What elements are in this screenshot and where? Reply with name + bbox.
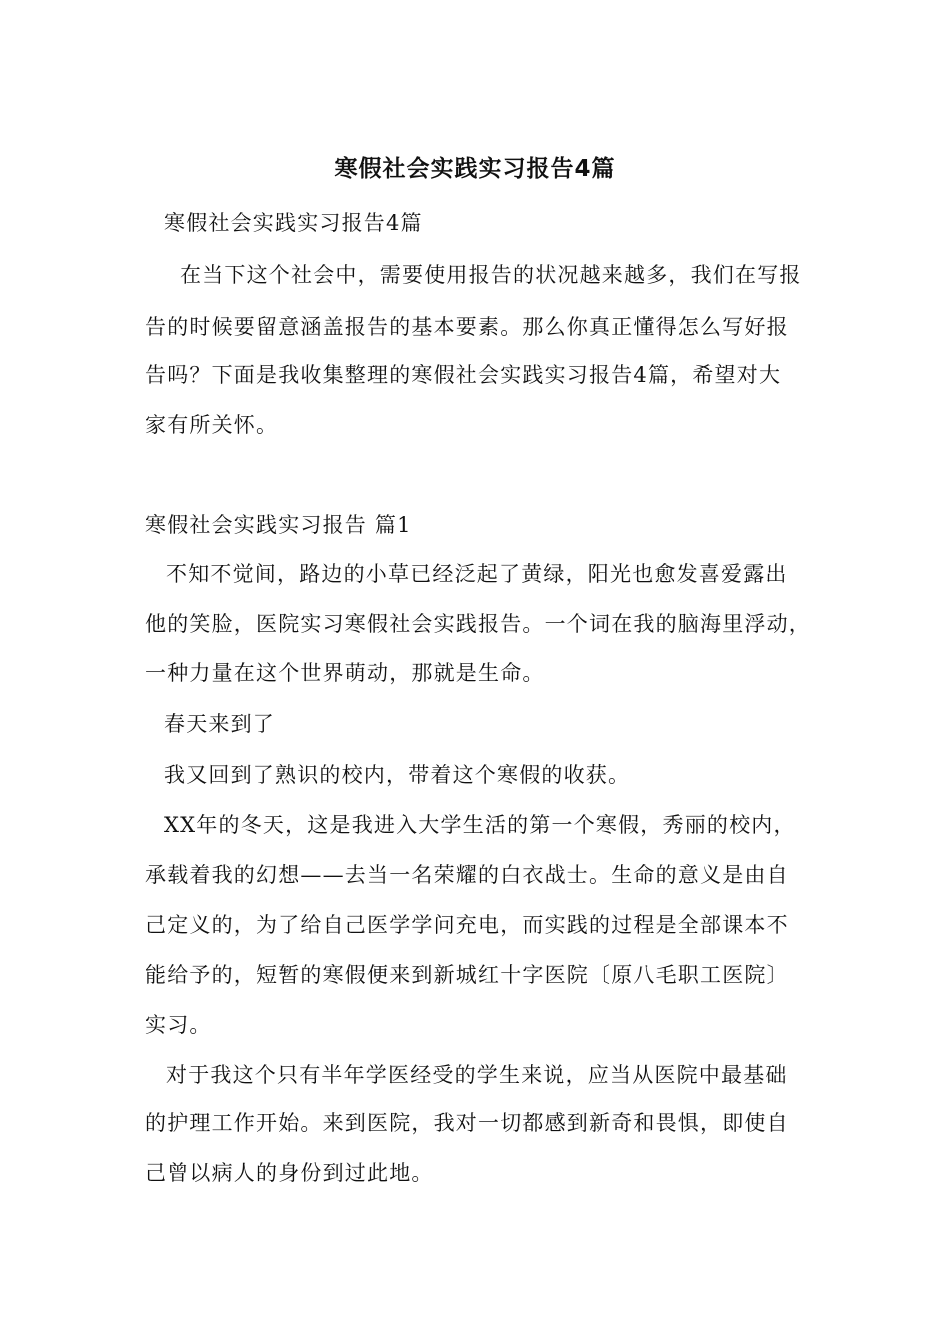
intro-line-3: 告吗？下面是我收集整理的寒假社会实践实习报告4篇，希望对大 xyxy=(145,363,782,387)
para4-line-2: 承载着我的幻想——去当一名荣耀的白衣战士。生命的意义是由自 xyxy=(145,863,789,887)
para4-line-4: 能给予的，短暂的寒假便来到新城红十字医院〔原八毛职工医院〕 xyxy=(145,963,789,987)
para5-line-1: 对于我这个只有半年学医经受的学生来说，应当从医院中最基础 xyxy=(166,1063,788,1087)
section-heading: 寒假社会实践实习报告 篇1 xyxy=(145,513,412,537)
para2-line: 春天来到了 xyxy=(164,712,275,736)
para5-line-3: 己曾以病人的身份到过此地。 xyxy=(145,1161,434,1185)
para3-line: 我又回到了熟识的校内，带着这个寒假的收获。 xyxy=(164,763,631,787)
para4-line-3: 己定义的，为了给自己医学学问充电，而实践的过程是全部课本不 xyxy=(145,913,789,937)
para1-line-3: 一种力量在这个世界萌动，那就是生命。 xyxy=(145,661,545,685)
intro-line-4: 家有所关怀。 xyxy=(145,413,279,437)
para1-line-2: 他的笑脸，医院实习寒假社会实践报告。一个词在我的脑海里浮动， xyxy=(145,612,811,636)
document-subtitle: 寒假社会实践实习报告4篇 xyxy=(164,211,423,235)
para1-line-1: 不知不觉间，路边的小草已经泛起了黄绿，阳光也愈发喜爱露出 xyxy=(166,562,788,586)
document-title: 寒假社会实践实习报告4篇 xyxy=(334,156,616,182)
para4-line-1: XX年的冬天，这是我进入大学生活的第一个寒假，秀丽的校内， xyxy=(164,813,796,837)
para4-line-5: 实习。 xyxy=(145,1013,212,1037)
intro-line-1: 在当下这个社会中，需要使用报告的状况越来越多，我们在写报 xyxy=(180,263,802,287)
intro-line-2: 告的时候要留意涵盖报告的基本要素。那么你真正懂得怎么写好报 xyxy=(145,315,789,339)
para5-line-2: 的护理工作开始。来到医院，我对一切都感到新奇和畏惧，即使自 xyxy=(145,1111,789,1135)
